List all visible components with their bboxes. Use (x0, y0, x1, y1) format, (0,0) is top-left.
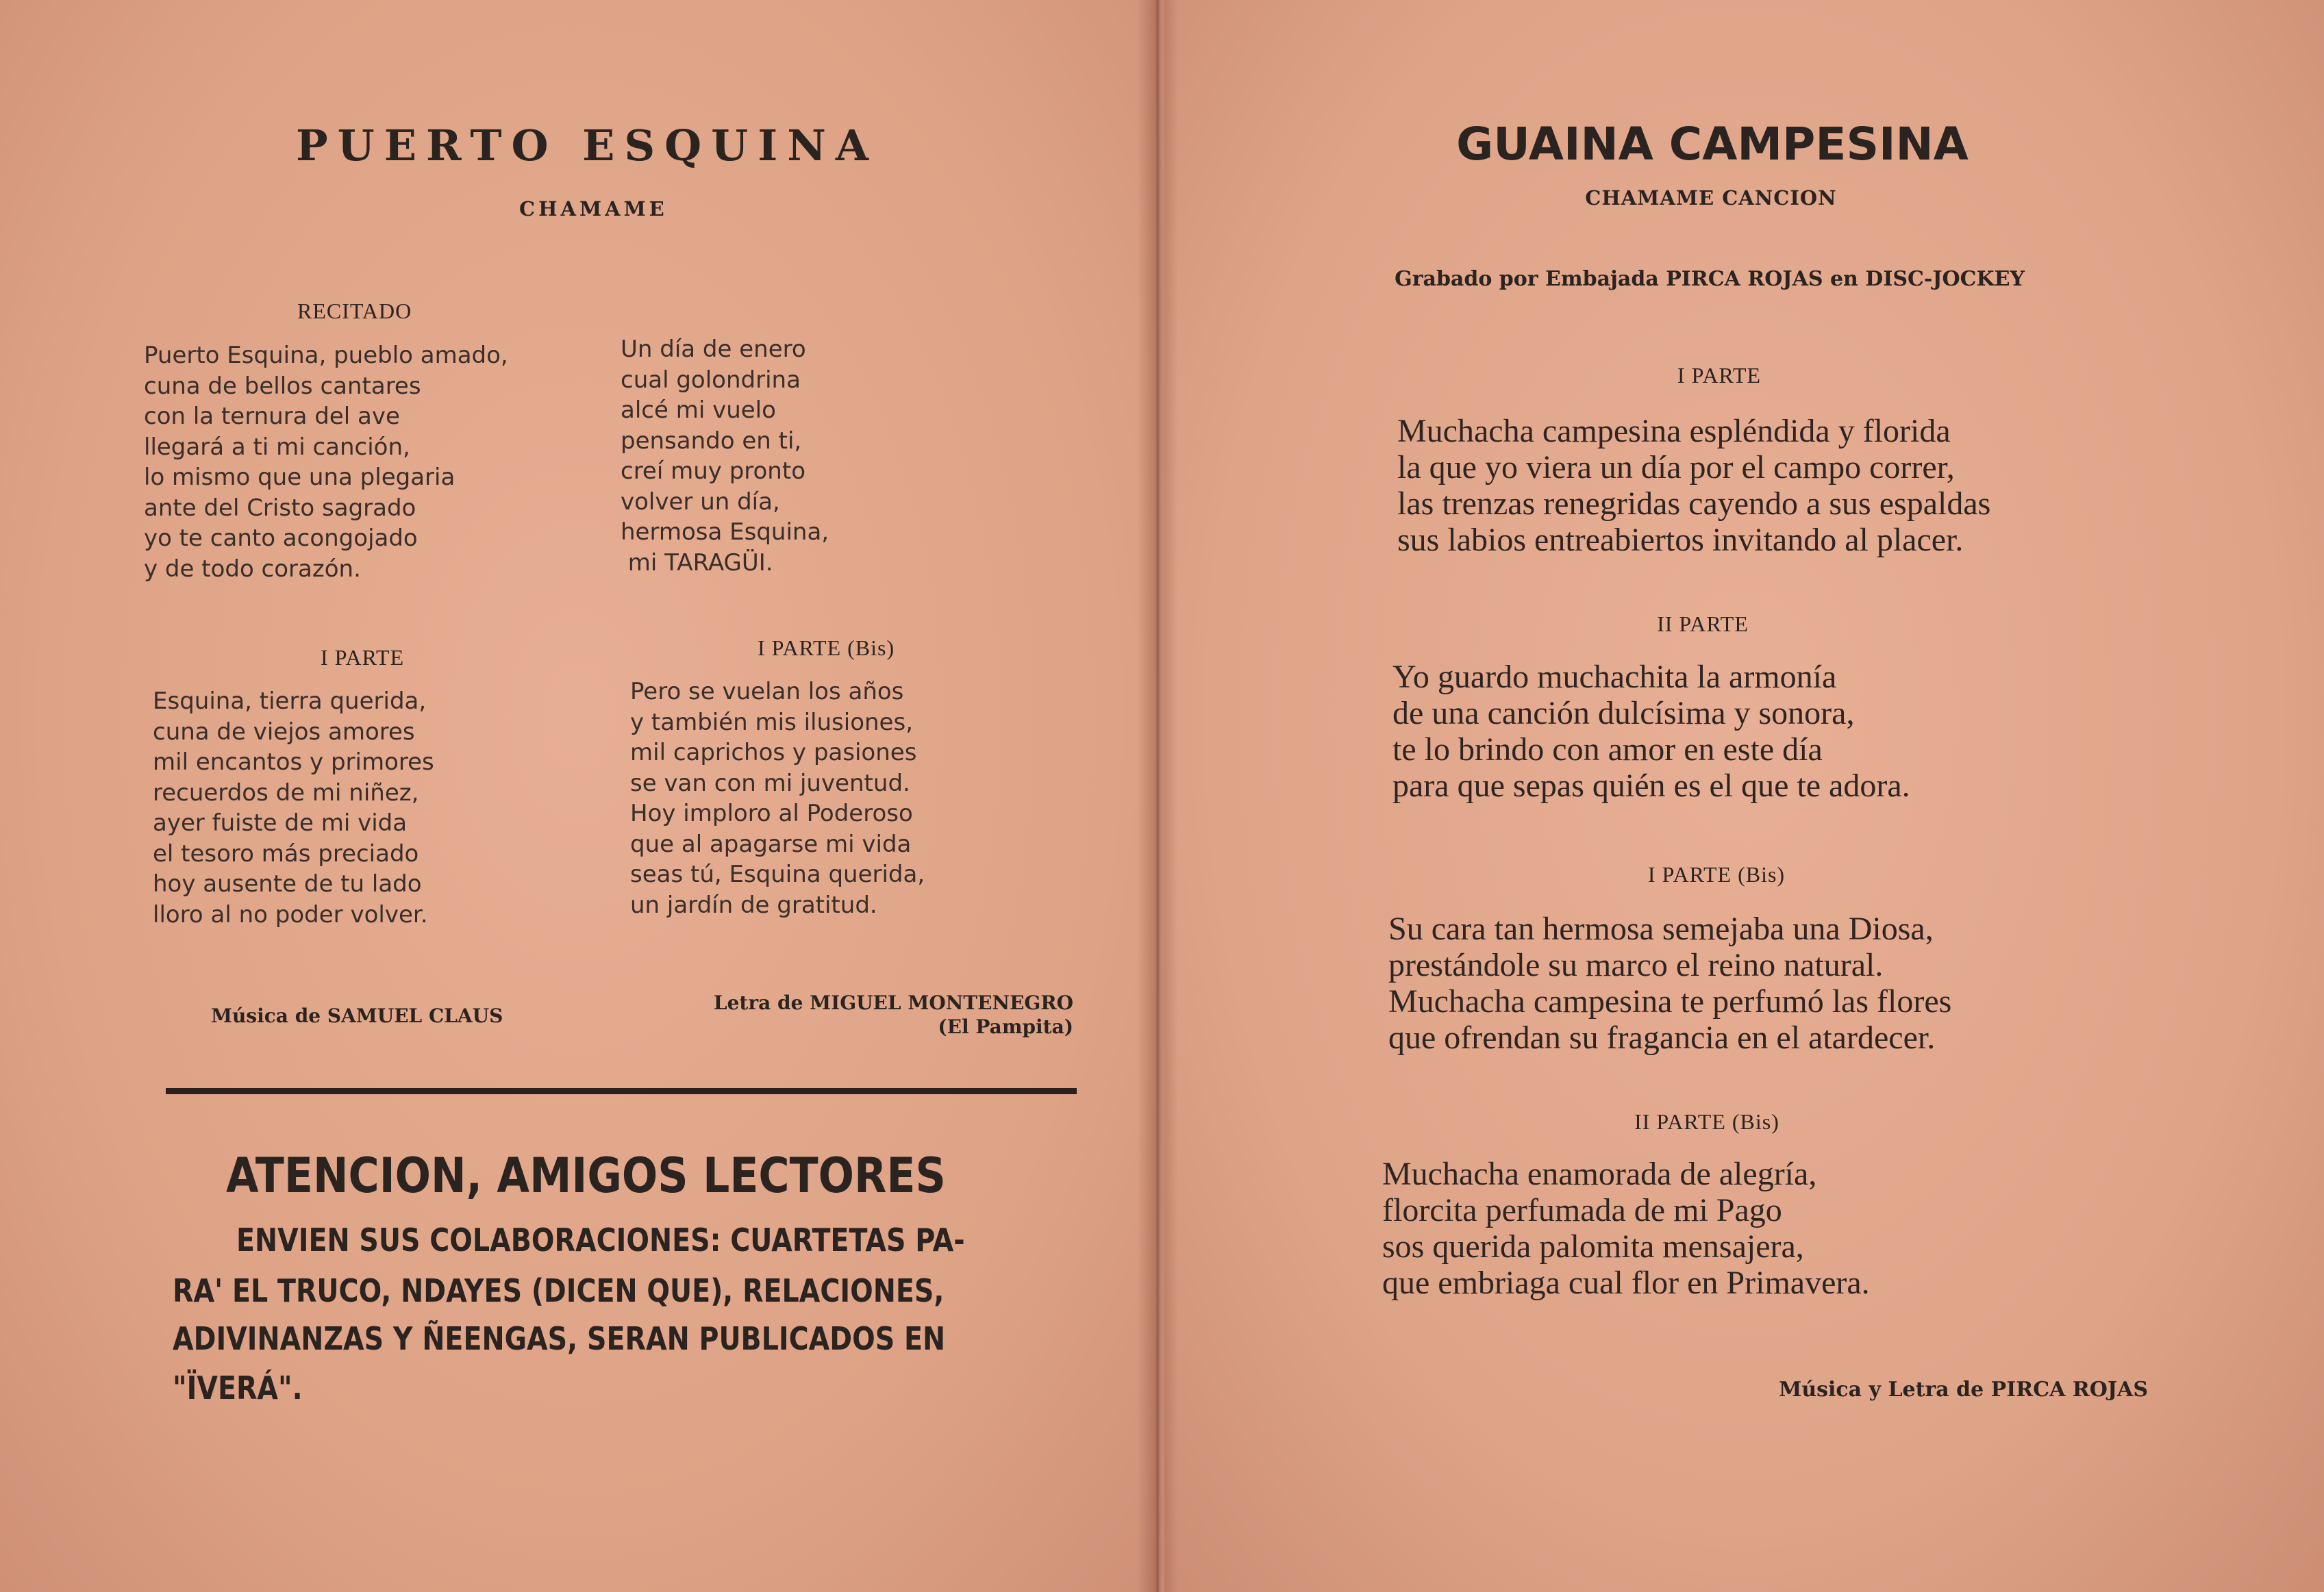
section-heading: II PARTE (1657, 611, 1749, 636)
verse-line: el tesoro más preciado (153, 839, 419, 868)
song-genre: CHAMAME (519, 197, 668, 220)
section-heading: II PARTE (Bis) (1634, 1109, 1779, 1134)
verse-line: un jardín de gratitud. (630, 891, 877, 919)
verse-line: que al apagarse mi vida (630, 830, 912, 858)
verse-line: Hoy imploro al Poderoso (630, 800, 913, 827)
verse-line: florcita perfumada de mi Pago (1382, 1192, 1782, 1228)
verse-line: ante del Cristo sagrado (144, 494, 416, 522)
notice-line-1: ENVIEN SUS COLABORACIONES: CUARTETAS PA- (236, 1222, 965, 1259)
music-lyrics-credit: Música y Letra de PIRCA ROJAS (1779, 1378, 2148, 1402)
verse-line: mil encantos y primores (153, 748, 434, 776)
verse-line: alcé mi vuelo (621, 396, 776, 424)
verse-line: la que yo viera un día por el campo correr, (1397, 449, 1955, 485)
notice-title: ATENCION, AMIGOS LECTORES (226, 1148, 946, 1204)
verse-line: recuerdos de mi niñez, (153, 779, 419, 807)
verse-line: se van con mi juventud. (630, 769, 910, 797)
song-title: PUERTO ESQUINA (296, 121, 878, 170)
verse-line: las trenzas renegridas cayendo a sus espaldas (1397, 485, 1991, 522)
verse-line: Puerto Esquina, pueblo amado, (144, 342, 508, 369)
verse-line: mi TARAGÜI. (621, 548, 773, 577)
parte1-bis-heading: I PARTE (Bis) (758, 635, 895, 660)
section-verse (1392, 659, 1910, 804)
verse-line: sos querida palomita mensajera, (1382, 1228, 1804, 1265)
verse-line: cual golondrina (621, 366, 801, 394)
lyrics-credit-name: Letra de MIGUEL MONTENEGRO (713, 991, 1073, 1014)
verse-line: y también mis ilusiones, (630, 708, 913, 736)
verse-line: con la ternura del ave (144, 403, 400, 430)
verse-line: Su cara tan hermosa semejaba una Diosa, (1388, 911, 1934, 947)
verse-line: seas tú, Esquina querida, (630, 861, 925, 888)
verse-line: cuna de bellos cantares (144, 372, 421, 400)
song-title-right: GUAINA CAMPESINA (1456, 118, 1969, 170)
verse-line: lloro al no poder volver. (153, 900, 428, 928)
verse-line: Muchacha campesina espléndida y florida (1397, 413, 1951, 449)
notice-line-2: RA' EL TRUCO, NDAYES (DICEN QUE), RELACIONES, (173, 1272, 945, 1309)
verse-line: Yo guardo muchachita la armonía (1392, 659, 1837, 695)
verse-line: hermosa Esquina, (621, 518, 829, 546)
verse-line: yo te canto acongojado (144, 525, 418, 552)
recorded-by: Grabado por Embajada PIRCA ROJAS en DISC-JOCKEY (1395, 267, 2025, 291)
verse-line: que embriaga cual flor en Primavera. (1382, 1265, 1870, 1301)
verse-line: mil caprichos y pasiones (630, 739, 917, 766)
notice-line-4: "ÏVERÁ". (173, 1369, 303, 1406)
section-verse (1388, 911, 1951, 1056)
book-spine (1137, 0, 1178, 1592)
parte1-heading: I PARTE (321, 645, 405, 670)
verse-line: te lo brindo con amor en este día (1392, 731, 1823, 768)
verse-line: lo mismo que una plegaria (144, 464, 455, 491)
lyrics-credit-alias: (El Pampita) (938, 1015, 1073, 1038)
verse-line: para que sepas quién es el que te adora. (1392, 768, 1910, 804)
verse-line: ayer fuiste de mi vida (153, 809, 408, 837)
verse-line: creí muy pronto (621, 457, 805, 485)
parte1-bis-verse (630, 677, 925, 920)
parte1-verse (153, 686, 434, 930)
verse-line: llegará a ti mi canción, (144, 433, 410, 461)
verse-line: hoy ausente de tu lado (153, 870, 422, 898)
section-heading: I PARTE (1677, 363, 1762, 388)
verse-line: y de todo corazón. (144, 555, 361, 583)
song-genre-right: CHAMAME CANCION (1585, 186, 1837, 210)
verse-line: cuna de viejos amores (153, 718, 415, 746)
section-divider (166, 1088, 1077, 1094)
verse-line: Muchacha campesina te perfumó las flores (1388, 983, 1952, 1020)
verse-line: Muchacha enamorada de alegría, (1382, 1156, 1817, 1192)
verse-line: Esquina, tierra querida, (153, 687, 427, 715)
verse-line: pensando en ti, (621, 427, 802, 455)
verse-line: Pero se vuelan los años (630, 678, 904, 705)
recitado-heading: RECITADO (297, 299, 412, 323)
recitado-column-1 (144, 340, 508, 584)
section-verse (1397, 413, 1990, 558)
section-verse (1382, 1156, 1870, 1301)
section-heading: I PARTE (Bis) (1647, 862, 1786, 887)
verse-line: de una canción dulcísima y sonora, (1392, 695, 1855, 731)
verse-line: que ofrendan su fragancia en el atardecer. (1388, 1020, 1936, 1056)
recitado-column-2 (621, 334, 829, 578)
music-credit: Música de SAMUEL CLAUS (211, 1005, 503, 1027)
verse-line: Un día de enero (621, 336, 806, 363)
notice-line-3: ADIVINANZAS Y ÑEENGAS, SERAN PUBLICADOS EN (173, 1320, 946, 1357)
lyrics-credit (714, 991, 1073, 1039)
verse-line: volver un día, (621, 488, 780, 516)
verse-line: prestándole su marco el reino natural. (1388, 947, 1884, 983)
verse-line: sus labios entreabiertos invitando al placer. (1397, 522, 1964, 558)
